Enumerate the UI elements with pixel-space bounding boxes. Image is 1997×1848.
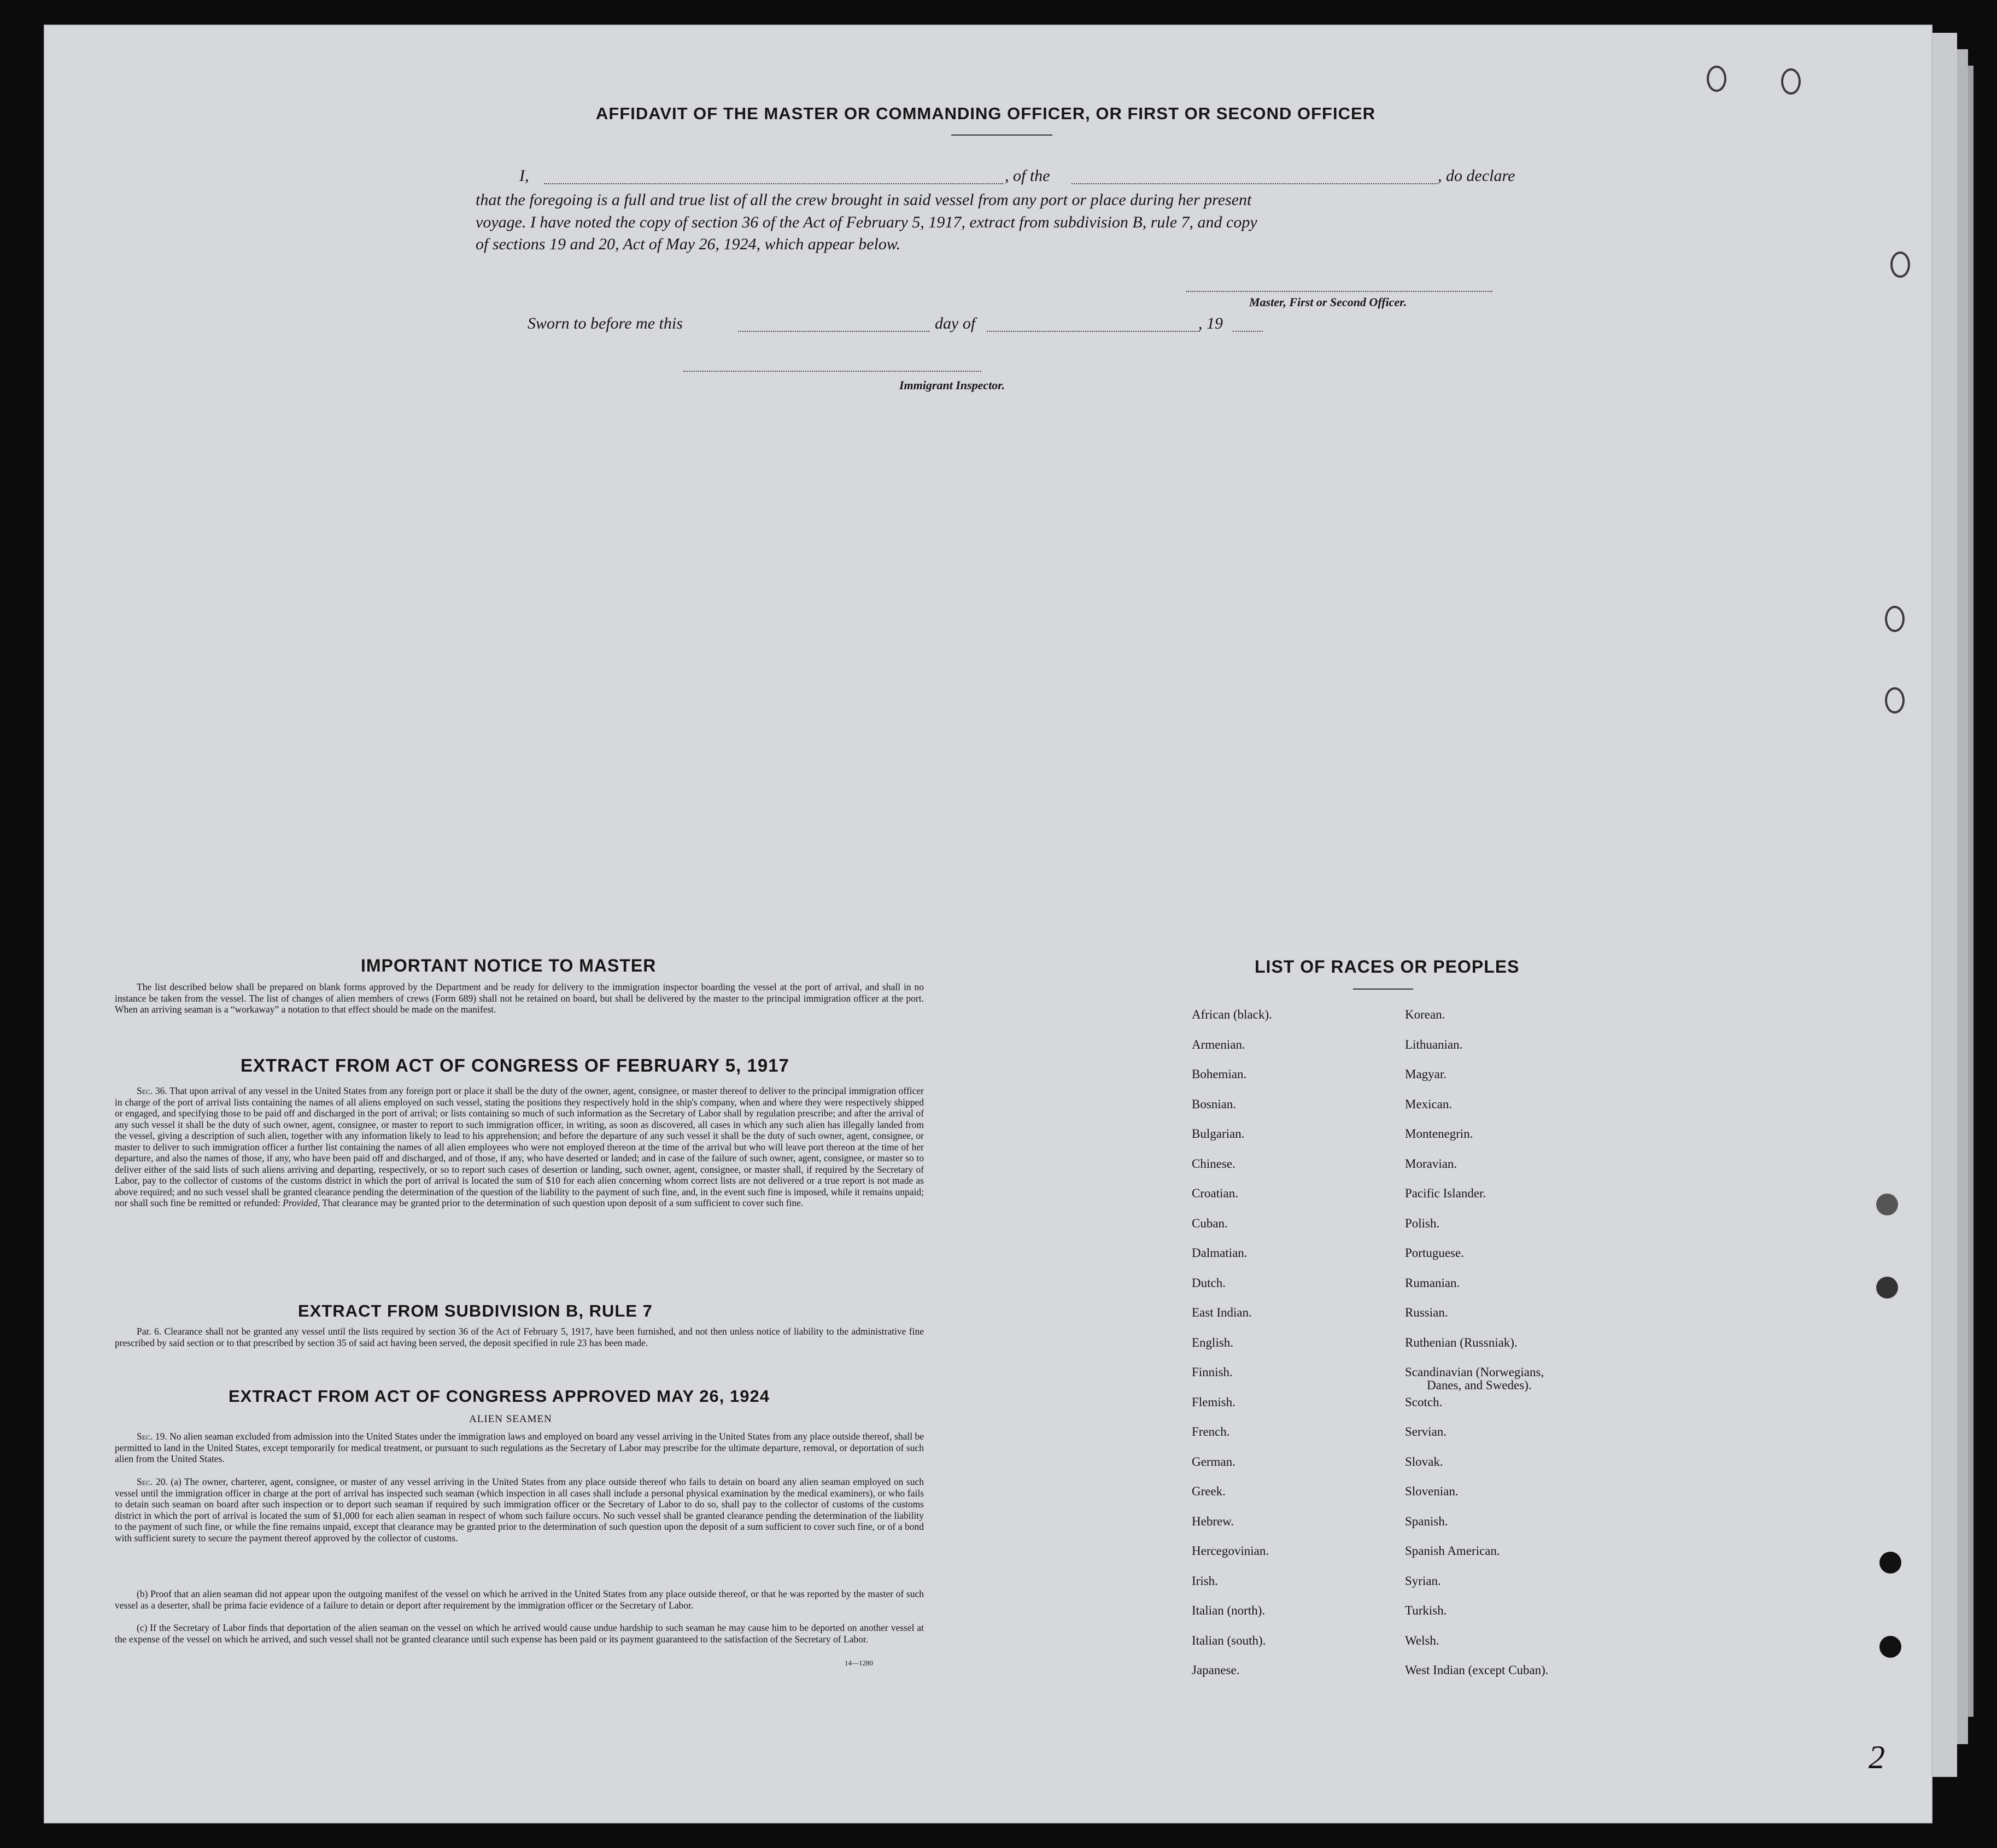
section-body: (a) The owner, charterer, agent, consignee, or master of any vessel arriving in the United States from any place outside thereof who fails to detain on board any alien seaman employed on such vessel until the immigration officer in charge at the port of arrival has inspected such seaman (which inspection in all cases shall include a personal physical examination by the medical examiners), or who fails to detain such seaman on board after such inspection or to deport such seaman if required by such immigration officer or the Secretary of Labor to do so, shall pay to the collector of customs of the customs district in which the port of arrival is located the sum of $1,000 for each alien seaman in respect of whom such failure occurs. No such vessel shall be granted clearance pending the determination of the liability to the payment of such fine, or while the fine remains unpaid, except that clearance may be granted prior to the determination of such question upon the deposit of a sum sufficient to cover such fine, or of a bond with sufficient surety to secure the payment thereof approved by the collector of customs. (115, 1476, 924, 1543)
year-blank[interactable] (1233, 331, 1263, 332)
race-item: African (black). (1192, 1008, 1272, 1021)
binder-hole (1885, 606, 1905, 632)
race-item: French. (1192, 1425, 1230, 1438)
sworn-text: Sworn to before me this (528, 314, 683, 332)
race-item: Italian (north). (1192, 1604, 1266, 1617)
section-label: Sec. 20. (137, 1476, 168, 1487)
race-item: Pacific Islander. (1405, 1186, 1486, 1200)
signature-line[interactable] (1186, 291, 1492, 292)
race-item: Mexican. (1405, 1097, 1453, 1111)
race-item: West Indian (except Cuban). (1405, 1663, 1549, 1677)
affidavit-line2: that the foregoing is a full and true list of all the crew brought in said vessel from any port or place during her present (476, 191, 1252, 209)
race-item: Portuguese. (1405, 1246, 1464, 1260)
race-item: Armenian. (1192, 1037, 1245, 1051)
binder-hole (1879, 1552, 1901, 1574)
race-item: Lithuanian. (1405, 1037, 1463, 1051)
section-20a-text (115, 1476, 924, 1543)
form-number: 14—1280 (845, 1659, 873, 1667)
vessel-blank[interactable] (1071, 183, 1438, 184)
race-item: Dalmatian. (1192, 1246, 1248, 1260)
affidavit-do-declare: , do declare (1438, 167, 1515, 185)
race-item: East Indian. (1192, 1306, 1252, 1319)
section-body: That upon arrival of any vessel in the United States from any foreign port or place it shall be the duty of the owner, agent, consignee, or master thereof to deliver to the principal immigration officer in charge of the port of arrival lists containing the names of all aliens employed on such vessel, stating the positions they respectively hold in the ship's company, when and where they were respectively shipped or engaged, and specifying those to be paid off and discharged in the port of arrival; or lists containing so much of such information as the Secretary of Labor shall by regulation prescribe; and after the arrival of any such vessel it shall be the duty of such owner, agent, consignee, or master to report to such immigration officer, in writing, as soon as discovered, all cases in which any such alien has illegally landed from the vessel, giving a description of such alien, together with any information likely to lead to his apprehension; and before the departure of any such vessel it shall be the duty of such owner, agent, consignee, or master to deliver to such immigration officer a further list containing the names of all alien employees who were not employed thereon at the time of the arrival but who will leave port thereon at the time of her departure, and also the names of those, if any, who have been paid off and discharged, and of those, if any, who have deserted or landed; and in case of the failure of such owner, agent, consignee, or master so to deliver either of the said lists of such aliens arriving and departing, respectively, or so to report such cases of desertion or landing, such owner, agent, consignee, or master shall, if required by the Secretary of Labor, pay to the collector of customs of the customs district in which the port of arrival is located the sum of $10 for each alien concerning whom correct lists are not delivered or a true report is not made as above required; and no such vessel shall be granted clearance pending the determination of the question of the liability to the payment of such fine, and, in the event such fine is imposed, while it remains unpaid; nor shall such fine be remitted or refunded: (115, 1085, 924, 1208)
race-item: Hebrew. (1192, 1514, 1234, 1528)
extract-1917-title: EXTRACT FROM ACT OF CONGRESS OF FEBRUARY 5, 1917 (241, 1055, 789, 1075)
section-36-text (115, 1085, 924, 1209)
name-blank[interactable] (544, 183, 1003, 184)
race-item: Flemish. (1192, 1395, 1235, 1409)
inspector-label: Immigrant Inspector. (899, 378, 1005, 392)
race-item: Welsh. (1405, 1633, 1439, 1647)
race-item: Greek. (1192, 1484, 1226, 1498)
notice-title: IMPORTANT NOTICE TO MASTER (361, 956, 657, 975)
section-20b-text: (b) Proof that an alien seaman did not appear upon the outgoing manifest of the vessel on which he arrived in the United States from any place outside thereof, or that he was reported by the master of such vessel as a deserter, shall be prima facie evidence of a failure to detain or deport after requirement by the immigration officer or the Secretary of Labor. (115, 1588, 924, 1611)
race-item: Italian (south). (1192, 1633, 1266, 1647)
race-item: Bulgarian. (1192, 1127, 1245, 1141)
race-item: Moravian. (1405, 1156, 1457, 1171)
sworn-day-blank[interactable] (738, 331, 929, 332)
section-body: No alien seaman excluded from admission into the United States under the immigration laws and employed on board any vessel arriving in the United States from any place outside thereof, shall be permitted to land in the United States, except temporarily for medical treatment, or pursuant to such regulations as the Secretary of Labor may prescribe for the ultimate departure, removal, or deportation of such alien from the United States. (115, 1431, 924, 1464)
race-item: Syrian. (1405, 1574, 1441, 1588)
race-item: Montenegrin. (1405, 1127, 1473, 1141)
binder-hole (1885, 687, 1905, 714)
section-20c-text: (c) If the Secretary of Labor finds that deportation of the alien seaman on the vessel on which he arrived would cause undue hardship to such seaman he may cause him to be deported on another vessel at the expense of the vessel on which he arrived, and such vessel shall not be granted clearance until such expense has been paid or its payment guaranteed to the satisfaction of the Secretary of Labor. (115, 1622, 924, 1645)
race-item: Rumanian. (1405, 1276, 1460, 1290)
section-label: Sec. 19. (137, 1431, 167, 1442)
binder-hole (1707, 66, 1726, 92)
affidavit-i: I, (519, 167, 529, 185)
month-blank[interactable] (987, 331, 1200, 332)
provided-term: Provided, (283, 1197, 320, 1208)
race-item: Japanese. (1192, 1663, 1240, 1677)
race-item: Korean. (1405, 1008, 1445, 1021)
race-item: Slovak. (1405, 1454, 1443, 1469)
race-item: Scandinavian (Norwegians, (1405, 1365, 1544, 1379)
affidavit-line3: voyage. I have noted the copy of section 36 of the Act of February 5, 1917, extract from subdivision B, rule 7, and copy (476, 213, 1257, 231)
affidavit-of-the: , of the (1005, 167, 1050, 185)
race-item: Bosnian. (1192, 1097, 1237, 1111)
notice-body: The list described below shall be prepared on blank forms approved by the Department and be ready for delivery to the immigration inspector boarding the vessel at the port of arrival, and shall in no instance be taken from the vessel. The list of changes of alien members of crews (Form 689) shall not be retained on board, but shall be delivered by the master to the principal immigration officer at the port. When an arriving seaman is a “workaway” a notation to that effect should be made on the manifest. (115, 981, 924, 1015)
affidavit-title: AFFIDAVIT OF THE MASTER OR COMMANDING OFFICER, OR FIRST OR SECOND OFFICER (596, 104, 1376, 123)
inspector-signature-line[interactable] (683, 371, 981, 372)
signature-label: Master, First or Second Officer. (1249, 295, 1407, 309)
race-item: English. (1192, 1335, 1234, 1349)
race-item: Polish. (1405, 1216, 1440, 1230)
section-label: Sec. 36. (137, 1085, 167, 1096)
race-item: Servian. (1405, 1425, 1447, 1438)
race-item: Cuban. (1192, 1216, 1228, 1230)
affidavit-line4: of sections 19 and 20, Act of May 26, 1924, which appear below. (476, 235, 901, 253)
document-sheet (44, 25, 1932, 1823)
binder-hole (1876, 1194, 1898, 1215)
divider (951, 134, 1052, 136)
binder-hole (1876, 1277, 1898, 1299)
race-item: Danes, and Swedes). (1427, 1378, 1532, 1392)
race-item: German. (1192, 1454, 1235, 1469)
race-item: Scotch. (1405, 1395, 1443, 1409)
race-item: Finnish. (1192, 1365, 1233, 1379)
binder-hole (1781, 68, 1801, 95)
race-item: Turkish. (1405, 1604, 1447, 1617)
subdivision-title: EXTRACT FROM SUBDIVISION B, RULE 7 (298, 1301, 653, 1320)
race-item: Russian. (1405, 1306, 1448, 1319)
race-item: Hercegovinian. (1192, 1544, 1269, 1558)
race-item: Slovenian. (1405, 1484, 1459, 1498)
day-of-text: day of (935, 314, 976, 332)
race-item: Bohemian. (1192, 1067, 1247, 1081)
section-body-end: That clearance may be granted prior to the determination of such question upon deposit of a sum sufficient to cover such fine. (322, 1197, 804, 1208)
races-title: LIST OF RACES OR PEOPLES (1255, 957, 1520, 976)
year-text: , 19 (1198, 314, 1223, 332)
race-item: Spanish. (1405, 1514, 1448, 1528)
binder-hole (1890, 252, 1910, 278)
section-19-text (115, 1431, 924, 1465)
race-item: Magyar. (1405, 1067, 1447, 1081)
alien-seamen-subtitle: ALIEN SEAMEN (469, 1413, 552, 1425)
race-item: Spanish American. (1405, 1544, 1500, 1558)
race-item: Ruthenian (Russniak). (1405, 1335, 1518, 1349)
margin-mark: 2 (1869, 1739, 1885, 1775)
race-item: Dutch. (1192, 1276, 1226, 1290)
subdivision-body: Par. 6. Clearance shall not be granted any vessel until the lists required by section 36 of the Act of February 5, 1917, have been furnished, and not then unless notice of liability to the administrative fine prescribed by said section or to that prescribed by section 35 of said act having been served, the deposit specified in rule 23 has been made. (115, 1326, 924, 1348)
race-item: Chinese. (1192, 1156, 1235, 1171)
race-item: Irish. (1192, 1574, 1218, 1588)
divider (1353, 989, 1413, 990)
extract-1924-title: EXTRACT FROM ACT OF CONGRESS APPROVED MAY 26, 1924 (229, 1387, 770, 1406)
race-item: Croatian. (1192, 1186, 1238, 1200)
binder-hole (1879, 1636, 1901, 1658)
